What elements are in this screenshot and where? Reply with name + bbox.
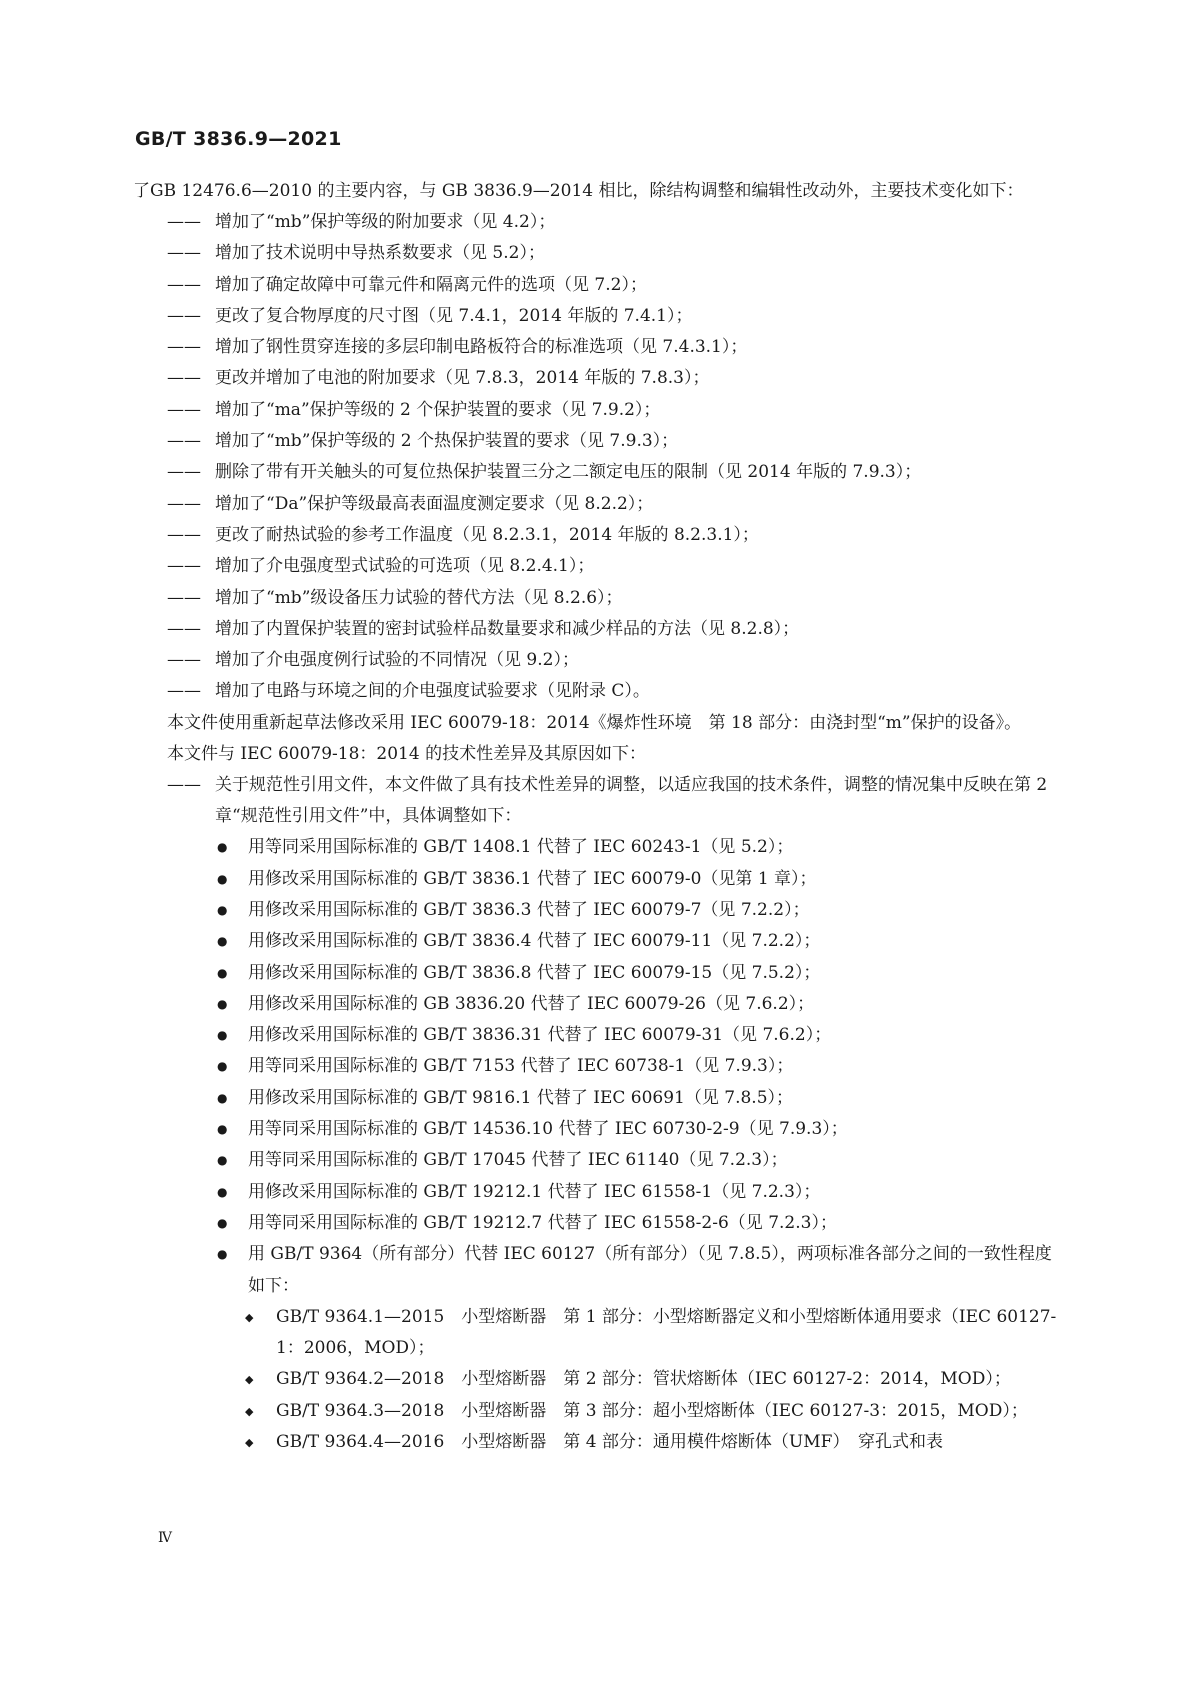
adoption-statement: 本文件使用重新起草法修改采用 IEC 60079-18：2014《爆炸性环境 第 18 部分：由浇封型“m”保护的设备》。 [167,712,1022,733]
list-item [133,489,1063,520]
list-item [133,332,1063,363]
list-item [133,1364,1063,1395]
ref-text: 用修改采用国际标准的 GB 3836.20 代替了 IEC 60079-26（见 7.6.2）； [248,993,815,1014]
ref-text: 用等同采用国际标准的 GB/T 14536.10 代替了 IEC 60730-2-9（见 7.9.3）； [248,1119,848,1140]
standard-text: GB/T 9364.2—2018 小型熔断器 第 2 部分：管状熔断体（IEC 60127-2：2014，MOD）； [276,1369,1011,1390]
bullet-icon: ● [217,1090,228,1105]
standard-text: GB/T 9364.3—2018 小型熔断器 第 3 部分：超小型熔断体（IEC 60127-3：2015，MOD）； [276,1400,1028,1421]
bullet-icon: ● [217,1059,228,1074]
list-item [133,989,1063,1020]
bullet-icon: ● [217,934,228,949]
change-text: 删除了带有开关触头的可复位热保护装置三分之二额定电压的限制（见 2014 年版的 7.9.3）； [215,462,922,483]
list-item [133,1020,1063,1051]
dash-marker: —— [167,556,201,577]
normative-refs-text: 关于规范性引用文件，本文件做了具有技术性差异的调整，以适应我国的技术条件，调整的情况集中反映在第 2 章“规范性引用文件”中，具体调整如下： [215,774,1048,827]
change-text: 增加了介电强度例行试验的不同情况（见 9.2）； [215,650,579,671]
dash-marker: —— [167,493,201,514]
change-text: 增加了“mb”级设备压力试验的替代方法（见 8.2.6）； [215,587,623,608]
dash-marker: —— [167,212,201,232]
list-item [133,1396,1063,1427]
foreword-content [133,176,1063,1458]
list-item [133,238,1063,269]
list-item [133,1051,1063,1082]
change-text: 增加了“Da”保护等级最高表面温度测定要求（见 8.2.2）； [215,493,654,514]
list-item [133,832,1063,863]
change-text: 增加了“ma”保护等级的 2 个保护装置的要求（见 7.9.2）； [215,399,661,420]
change-text: 增加了内置保护装置的密封试验样品数量要求和减少样品的方法（见 8.2.8）； [215,618,800,639]
list-item [133,1302,1063,1365]
standard-text: GB/T 9364.1—2015 小型熔断器 第 1 部分：小型熔断器定义和小型熔断体通用要求（IEC 60127-1：2006，MOD）； [276,1306,1057,1359]
page-number: Ⅳ [158,1530,172,1546]
dash-marker: —— [167,774,201,795]
bullet-icon: ● [217,965,228,980]
change-text: 增加了技术说明中导热系数要求（见 5.2）； [215,243,545,264]
ref-text: 用修改采用国际标准的 GB/T 3836.3 代替了 IEC 60079-7（见 7.2.2）； [248,899,810,920]
ref-text: 用修改采用国际标准的 GB/T 19212.1 代替了 IEC 61558-1（见 7.2.3）； [248,1181,821,1202]
dash-marker: —— [167,462,201,483]
list-item [133,926,1063,957]
ref-text: 用修改采用国际标准的 GB/T 3836.1 代替了 IEC 60079-0（见第 1 章）； [248,868,817,889]
dash-marker: —— [167,587,201,608]
standard-text: GB/T 9364.4—2016 小型熔断器 第 4 部分：通用模件熔断体（UMF） 穿孔式和表 [276,1431,943,1452]
dash-marker: —— [167,431,201,452]
ref-text: 用修改采用国际标准的 GB/T 9816.1 代替了 IEC 60691（见 7.8.5）； [248,1087,794,1108]
list-item [133,583,1063,614]
ref-text: 用等同采用国际标准的 GB/T 19212.7 代替了 IEC 61558-2-6（见 7.2.3）； [248,1212,837,1233]
dash-marker: —— [167,524,201,545]
list-item [133,1427,1063,1458]
ref-text: 用等同采用国际标准的 GB/T 17045 代替了 IEC 61140（见 7.2.3）； [248,1150,788,1171]
list-item [133,1114,1063,1145]
list-item [133,1177,1063,1208]
change-text: 增加了电路与环境之间的介电强度试验要求（见附录 C）。 [215,681,650,702]
change-text: 增加了钢性贯穿连接的多层印制电路板符合的标准选项（见 7.4.3.1）； [215,337,748,358]
dash-marker: —— [167,337,201,358]
dash-marker: —— [167,650,201,671]
list-item [133,270,1063,301]
dash-marker: —— [167,399,201,420]
differences-intro: 本文件与 IEC 60079-18：2014 的技术性差异及其原因如下： [167,743,647,764]
list-item [133,958,1063,989]
change-text: 更改并增加了电池的附加要求（见 7.8.3，2014 年版的 7.8.3）； [215,368,710,389]
ref-text: 用等同采用国际标准的 GB/T 1408.1 代替了 IEC 60243-1（见 5.2）； [248,837,794,858]
ref-text: 用修改采用国际标准的 GB/T 3836.31 代替了 IEC 60079-31（见 7.6.2）； [248,1025,832,1046]
diamond-icon: ◆ [245,1404,254,1418]
bullet-icon: ● [217,1028,228,1043]
bullet-icon: ● [217,1153,228,1168]
list-item [133,1145,1063,1176]
dash-marker: —— [167,243,201,264]
diamond-icon: ◆ [245,1435,254,1449]
list-item [133,676,1063,707]
list-item [133,864,1063,895]
technical-changes-list [133,207,1063,708]
bullet-icon: ● [217,996,228,1011]
list-item [133,1083,1063,1114]
list-item [133,1208,1063,1239]
change-text: 增加了“mb”保护等级的附加要求（见 4.2）； [215,212,556,232]
dash-marker: —— [167,681,201,702]
bullet-icon: ● [217,1184,228,1199]
list-item [133,207,1063,238]
dash-marker: —— [167,618,201,639]
change-text: 增加了确定故障中可靠元件和隔离元件的选项（见 7.2）； [215,274,647,295]
dash-marker: —— [167,305,201,326]
list-item [133,551,1063,582]
ref-text: 用等同采用国际标准的 GB/T 7153 代替了 IEC 60738-1（见 7.9.3）； [248,1056,794,1077]
ref-text: 用修改采用国际标准的 GB/T 3836.4 代替了 IEC 60079-11（见 7.2.2）； [248,931,821,952]
change-text: 更改了复合物厚度的尺寸图（见 7.4.1，2014 年版的 7.4.1）； [215,305,693,326]
bullet-icon: ● [217,871,228,886]
dash-marker: —— [167,368,201,389]
document-id: GB/T 3836.9—2021 [135,128,342,150]
differences-list [133,770,1063,833]
fuse-standards-list [133,1302,1063,1458]
bullet-icon: ● [217,902,228,917]
ref-text: 用 GB/T 9364（所有部分）代替 IEC 60127（所有部分）（见 7.8.5），两项标准各部分之间的一致性程度如下： [248,1244,1052,1296]
list-item [133,395,1063,426]
diamond-icon: ◆ [245,1373,254,1387]
list-item [133,457,1063,488]
list-item [133,895,1063,926]
dash-marker: —— [167,274,201,295]
change-text: 增加了“mb”保护等级的 2 个热保护装置的要求（见 7.9.3）； [215,431,679,452]
ref-text: 用修改采用国际标准的 GB/T 3836.8 代替了 IEC 60079-15（见 7.5.2）； [248,962,821,983]
list-item [133,770,1063,833]
list-item [133,363,1063,394]
reference-replacement-list [133,832,1063,1301]
list-item [133,520,1063,551]
change-text: 增加了介电强度型式试验的可选项（见 8.2.4.1）； [215,556,595,577]
list-item [133,301,1063,332]
bullet-icon: ● [217,1247,228,1262]
intro-paragraph: 了GB 12476.6—2010 的主要内容，与 GB 3836.9—2014 相比，除结构调整和编辑性改动外，主要技术变化如下： [133,181,1024,201]
bullet-icon: ● [217,1122,228,1137]
list-item [133,614,1063,645]
bullet-icon: ● [217,1215,228,1230]
change-text: 更改了耐热试验的参考工作温度（见 8.2.3.1，2014 年版的 8.2.3.1）； [215,524,759,545]
diamond-icon: ◆ [245,1310,254,1324]
list-item [133,1239,1063,1302]
list-item [133,645,1063,676]
bullet-icon: ● [217,840,228,855]
list-item [133,426,1063,457]
